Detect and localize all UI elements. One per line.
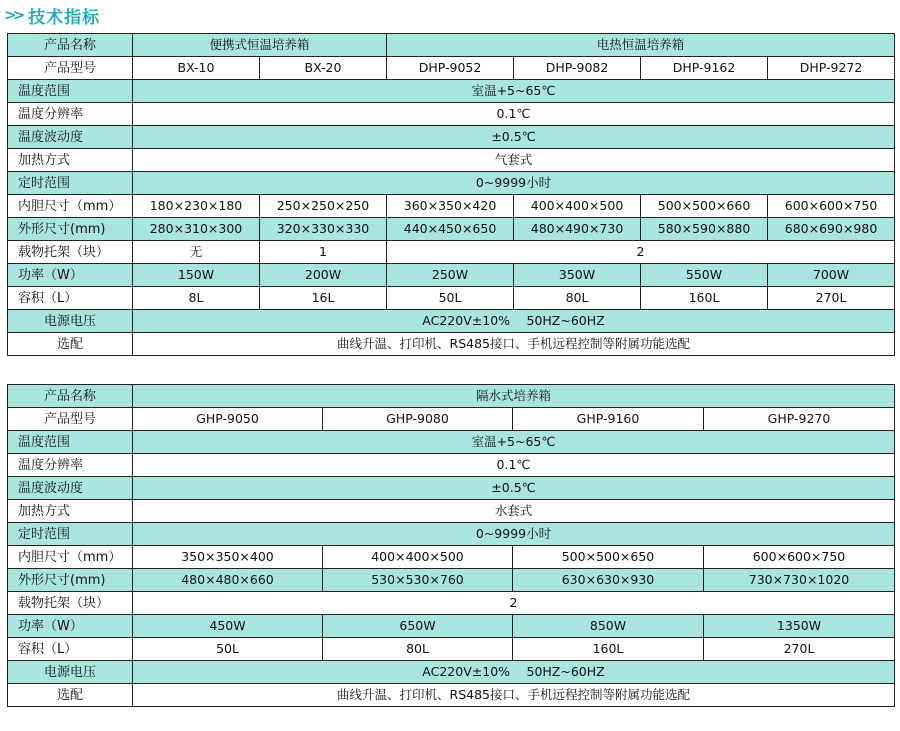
- row-label-timer: 定时范围: [8, 172, 133, 195]
- outer-size-cell: 480×480×660: [133, 569, 323, 592]
- model-cell: GHP-9080: [323, 408, 513, 431]
- row-label-resolution: 温度分辨率: [8, 103, 133, 126]
- volume-cell: 16L: [260, 287, 387, 310]
- volume-cell: 160L: [513, 638, 704, 661]
- temp-range-value: 室温+5~65℃: [133, 80, 895, 103]
- inner-size-cell: 500×500×650: [513, 546, 704, 569]
- row-label-heating: 加热方式: [8, 500, 133, 523]
- table-row: [8, 408, 895, 431]
- table-row: [8, 149, 895, 172]
- shelves-value: 2: [133, 592, 895, 615]
- power-cell: 650W: [323, 615, 513, 638]
- fluctuation-value: ±0.5℃: [133, 477, 895, 500]
- temp-range-value: 室温+5~65℃: [133, 431, 895, 454]
- inner-size-cell: 360×350×420: [387, 195, 514, 218]
- model-cell: GHP-9270: [704, 408, 895, 431]
- row-label-product-name: 产品名称: [8, 385, 133, 408]
- table-row: [8, 569, 895, 592]
- power-cell: 150W: [133, 264, 260, 287]
- model-cell: BX-10: [133, 57, 260, 80]
- options-value: 曲线升温、打印机、RS485接口、手机远程控制等附属功能选配: [133, 684, 895, 707]
- inner-size-cell: 180×230×180: [133, 195, 260, 218]
- row-label-heating: 加热方式: [8, 149, 133, 172]
- outer-size-cell: 580×590×880: [641, 218, 768, 241]
- row-label-volume: 容积（L）: [8, 638, 133, 661]
- row-label-shelves: 载物托架（块）: [8, 592, 133, 615]
- shelves-cell: 2: [387, 241, 895, 264]
- row-label-outer-size: 外形尺寸(mm): [8, 218, 133, 241]
- section-title: 技术指标: [28, 7, 101, 28]
- section-header: [4, 2, 100, 28]
- row-label-model: 产品型号: [8, 408, 133, 431]
- table-row: [8, 615, 895, 638]
- table-row: [8, 241, 895, 264]
- table-row: [8, 333, 895, 356]
- model-cell: DHP-9162: [641, 57, 768, 80]
- row-label-timer: 定时范围: [8, 523, 133, 546]
- table-row: [8, 310, 895, 333]
- voltage-value: AC220V±10% 50HZ~60HZ: [133, 661, 895, 684]
- outer-size-cell: 680×690×980: [768, 218, 895, 241]
- table-row: [8, 195, 895, 218]
- power-cell: 850W: [513, 615, 704, 638]
- power-cell: 350W: [514, 264, 641, 287]
- power-cell: 200W: [260, 264, 387, 287]
- inner-size-cell: 400×400×500: [323, 546, 513, 569]
- options-value: 曲线升温、打印机、RS485接口、手机远程控制等附属功能选配: [133, 333, 895, 356]
- table-row: [8, 661, 895, 684]
- table-row: [8, 500, 895, 523]
- table-row: [8, 638, 895, 661]
- inner-size-cell: 250×250×250: [260, 195, 387, 218]
- volume-cell: 270L: [704, 638, 895, 661]
- inner-size-cell: 400×400×500: [514, 195, 641, 218]
- row-label-inner-size: 内胆尺寸（mm）: [8, 546, 133, 569]
- timer-value: 0~9999小时: [133, 523, 895, 546]
- fluctuation-value: ±0.5℃: [133, 126, 895, 149]
- row-label-product-name: 产品名称: [8, 34, 133, 57]
- row-label-options: 选配: [8, 333, 133, 356]
- timer-value: 0~9999小时: [133, 172, 895, 195]
- outer-size-cell: 480×490×730: [514, 218, 641, 241]
- table-row: [8, 523, 895, 546]
- table-row: [8, 103, 895, 126]
- product-name-electric: 电热恒温培养箱: [387, 34, 895, 57]
- volume-cell: 50L: [133, 638, 323, 661]
- inner-size-cell: 600×600×750: [704, 546, 895, 569]
- table-row: [8, 546, 895, 569]
- outer-size-cell: 280×310×300: [133, 218, 260, 241]
- volume-cell: 50L: [387, 287, 514, 310]
- table-row: [8, 264, 895, 287]
- power-cell: 250W: [387, 264, 514, 287]
- row-label-shelves: 载物托架（块）: [8, 241, 133, 264]
- product-name-portable: 便携式恒温培养箱: [133, 34, 387, 57]
- volume-cell: 270L: [768, 287, 895, 310]
- row-label-fluctuation: 温度波动度: [8, 477, 133, 500]
- table-row: [8, 34, 895, 57]
- inner-size-cell: 600×600×750: [768, 195, 895, 218]
- model-cell: DHP-9082: [514, 57, 641, 80]
- inner-size-cell: 500×500×660: [641, 195, 768, 218]
- shelves-cell: 无: [133, 241, 260, 264]
- power-cell: 700W: [768, 264, 895, 287]
- power-cell: 1350W: [704, 615, 895, 638]
- resolution-value: 0.1℃: [133, 454, 895, 477]
- row-label-resolution: 温度分辨率: [8, 454, 133, 477]
- table-row: [8, 385, 895, 408]
- table-row: [8, 218, 895, 241]
- table-row: [8, 172, 895, 195]
- row-label-outer-size: 外形尺寸(mm): [8, 569, 133, 592]
- table-row: [8, 126, 895, 149]
- row-label-temp-range: 温度范围: [8, 431, 133, 454]
- voltage-value: AC220V±10% 50HZ~60HZ: [133, 310, 895, 333]
- power-cell: 550W: [641, 264, 768, 287]
- table-row: [8, 80, 895, 103]
- row-label-inner-size: 内胆尺寸（mm）: [8, 195, 133, 218]
- volume-cell: 8L: [133, 287, 260, 310]
- volume-cell: 80L: [323, 638, 513, 661]
- table-row: [8, 57, 895, 80]
- table-row: [8, 684, 895, 707]
- table-row: [8, 287, 895, 310]
- model-cell: DHP-9272: [768, 57, 895, 80]
- product-name-water-jacket: 隔水式培养箱: [133, 385, 895, 408]
- volume-cell: 80L: [514, 287, 641, 310]
- outer-size-cell: 730×730×1020: [704, 569, 895, 592]
- spec-table-portable-and-electric: [7, 33, 895, 356]
- shelves-cell: 1: [260, 241, 387, 264]
- row-label-fluctuation: 温度波动度: [8, 126, 133, 149]
- power-cell: 450W: [133, 615, 323, 638]
- double-chevron-right-icon: >>: [4, 6, 22, 24]
- outer-size-cell: 630×630×930: [513, 569, 704, 592]
- row-label-model: 产品型号: [8, 57, 133, 80]
- model-cell: BX-20: [260, 57, 387, 80]
- outer-size-cell: 530×530×760: [323, 569, 513, 592]
- row-label-temp-range: 温度范围: [8, 80, 133, 103]
- table-row: [8, 454, 895, 477]
- row-label-power: 功率（W）: [8, 615, 133, 638]
- model-cell: GHP-9050: [133, 408, 323, 431]
- outer-size-cell: 320×330×330: [260, 218, 387, 241]
- resolution-value: 0.1℃: [133, 103, 895, 126]
- spec-table-water-jacket: [7, 384, 895, 707]
- heating-value: 水套式: [133, 500, 895, 523]
- row-label-voltage: 电源电压: [8, 661, 133, 684]
- model-cell: GHP-9160: [513, 408, 704, 431]
- row-label-voltage: 电源电压: [8, 310, 133, 333]
- volume-cell: 160L: [641, 287, 768, 310]
- table-row: [8, 592, 895, 615]
- inner-size-cell: 350×350×400: [133, 546, 323, 569]
- outer-size-cell: 440×450×650: [387, 218, 514, 241]
- table-row: [8, 431, 895, 454]
- model-cell: DHP-9052: [387, 57, 514, 80]
- row-label-volume: 容积（L）: [8, 287, 133, 310]
- row-label-power: 功率（W）: [8, 264, 133, 287]
- table-row: [8, 477, 895, 500]
- heating-value: 气套式: [133, 149, 895, 172]
- row-label-options: 选配: [8, 684, 133, 707]
